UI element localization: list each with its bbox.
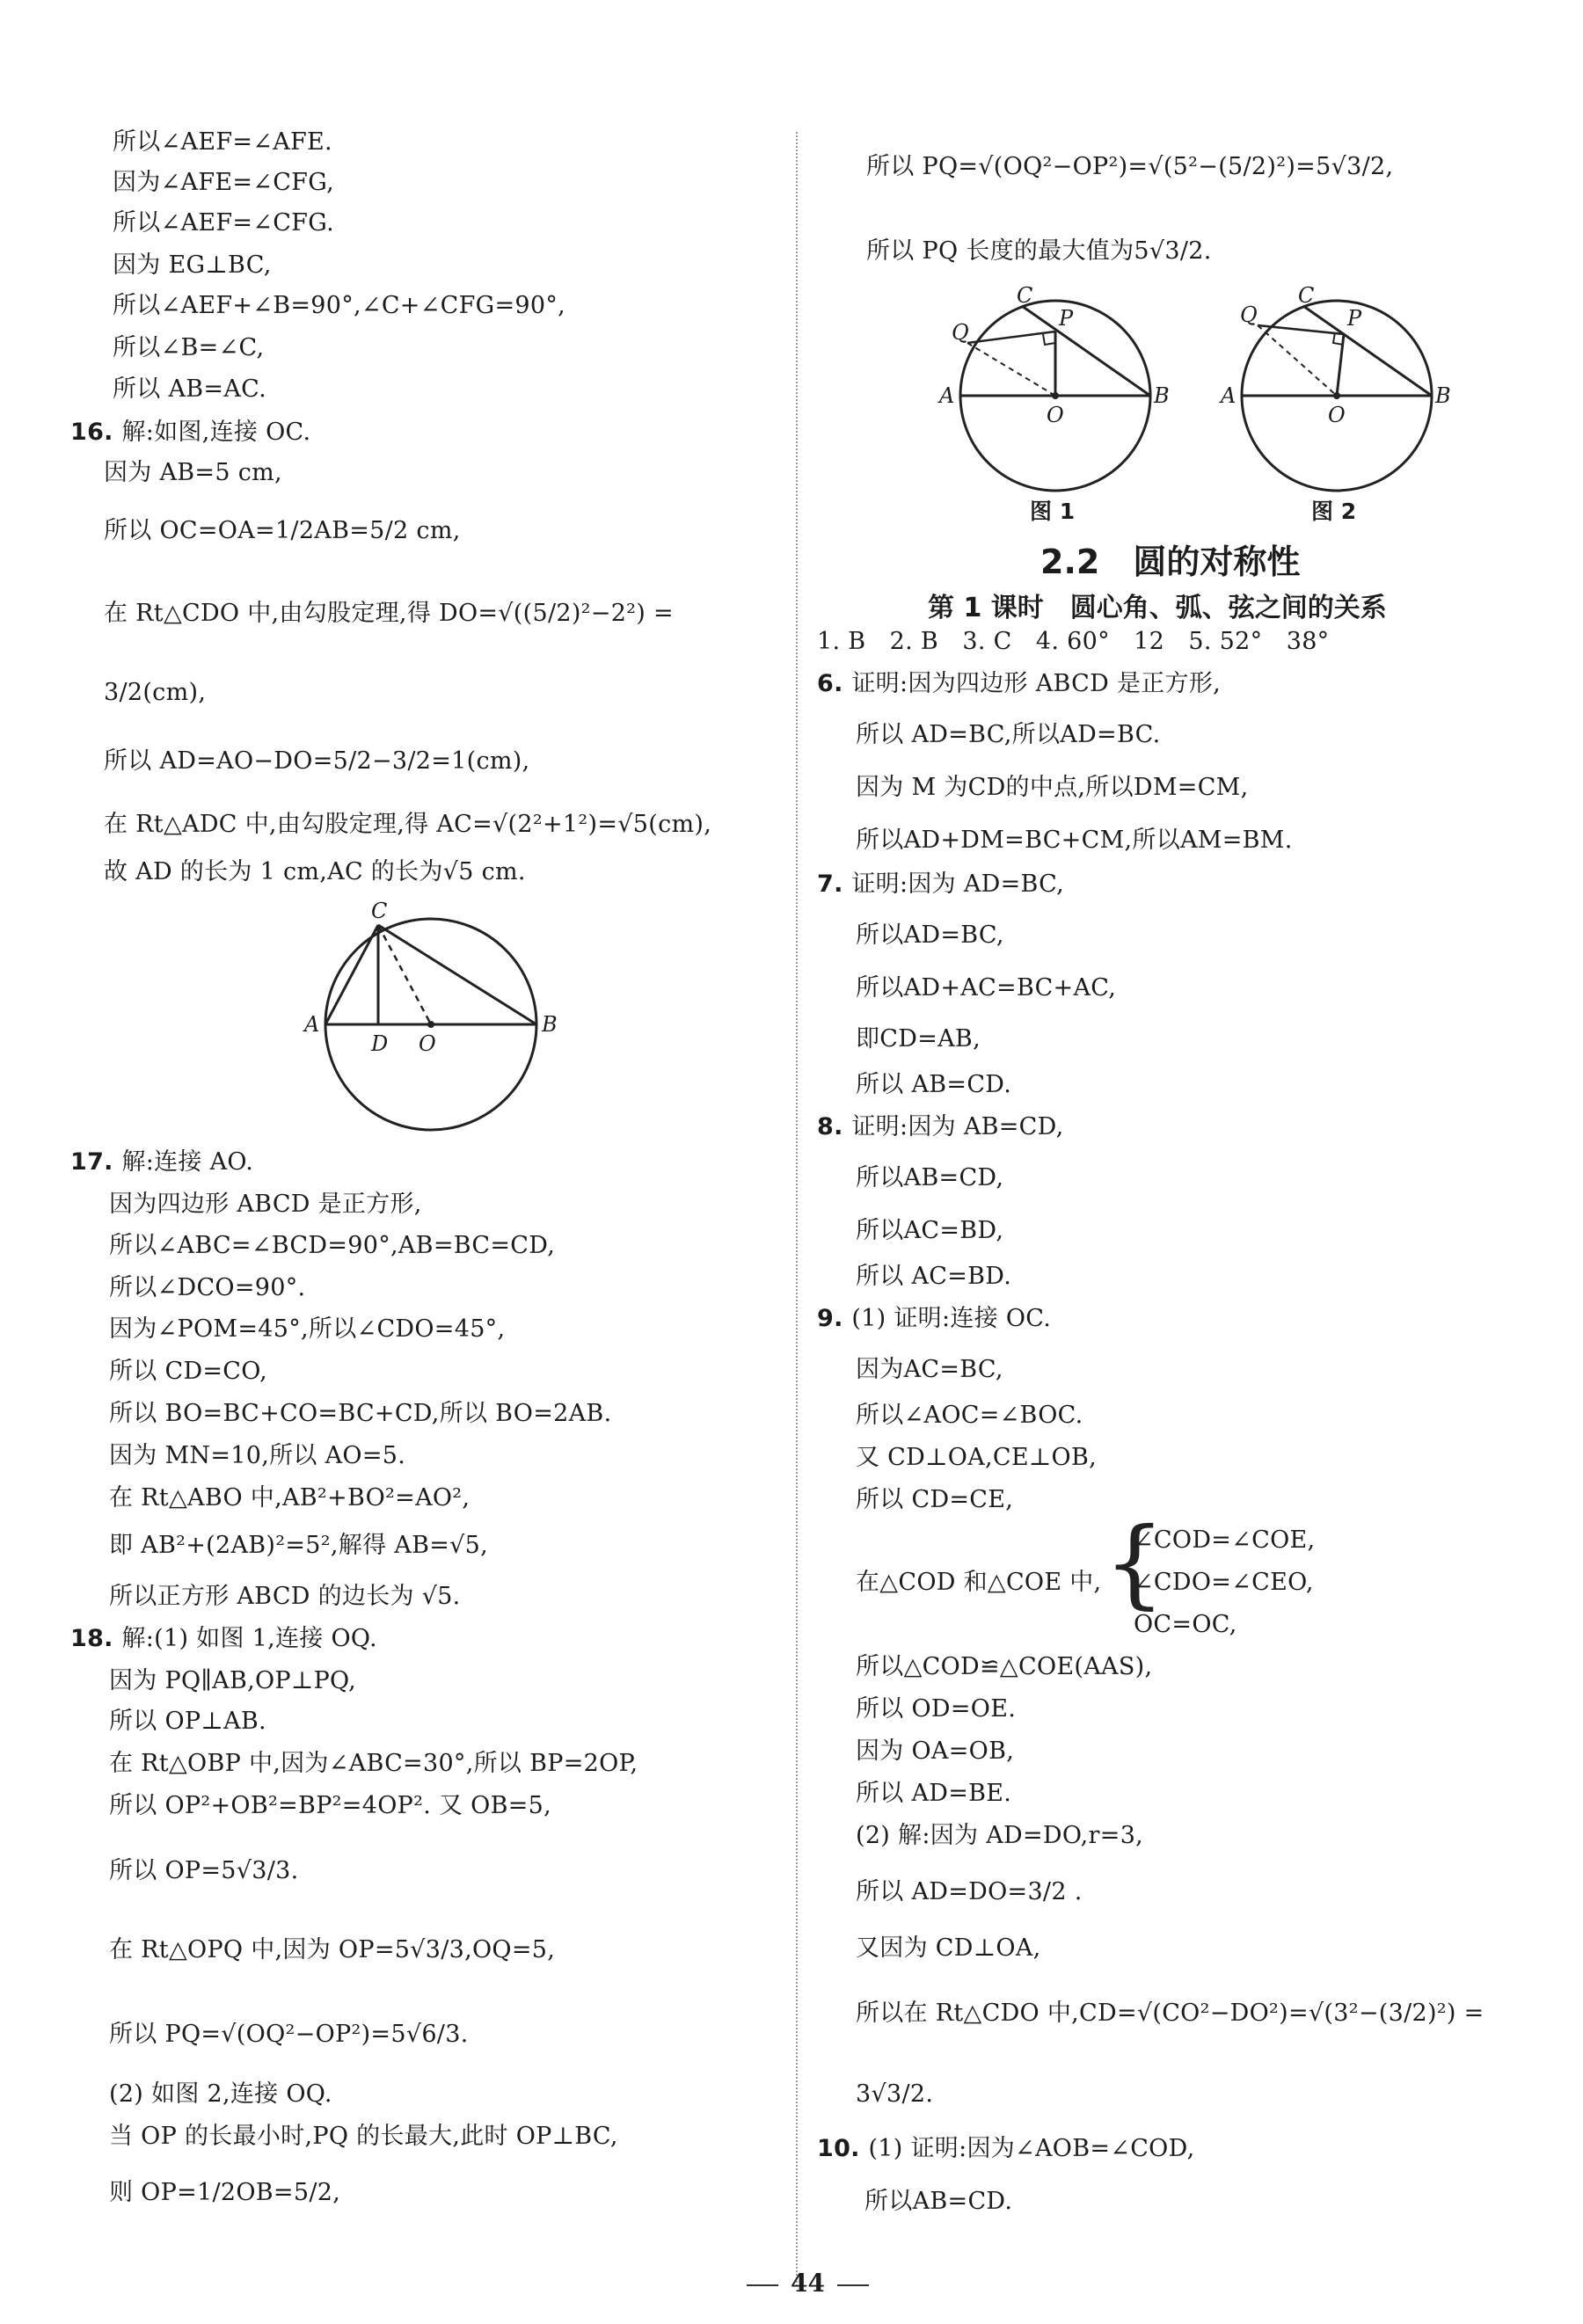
text-line: 因为∠AFE=∠CFG, — [113, 169, 334, 196]
label-a: A — [1221, 383, 1236, 408]
text-line: 因为 EG⊥BC, — [113, 251, 272, 279]
text-line: 所以 AB=AC. — [113, 375, 267, 403]
problem-text: 证明:因为 AB=CD, — [851, 1113, 1064, 1140]
figure-1-label: 图 1 — [1030, 499, 1076, 524]
brace: { — [1104, 1506, 1165, 1619]
problem-16-heading — [70, 415, 310, 450]
text-line: 因为 M 为CD的中点,所以DM=CM, — [856, 774, 1249, 801]
problem-18-heading — [70, 1621, 377, 1657]
problem-number: 10. — [817, 2135, 869, 2162]
text-line: 因为∠POM=45°,所以∠CDO=45°, — [109, 1315, 506, 1343]
label-q: Q — [1240, 302, 1258, 327]
text-line: 所以AD+DM=BC+CM,所以AM=BM. — [856, 827, 1293, 854]
chord-ac — [325, 925, 378, 1024]
figure-2 — [1214, 283, 1460, 519]
label-o: O — [1047, 403, 1064, 427]
label-p: P — [1059, 306, 1074, 331]
label-b: B — [1435, 383, 1451, 408]
text-line: 所以∠B=∠C, — [113, 334, 265, 361]
text-line: 当 OP 的长最小时,PQ 的长最大,此时 OP⊥BC, — [109, 2123, 618, 2150]
text-line: 所以 CD=CO, — [109, 1358, 268, 1385]
dash-left — [747, 2284, 778, 2286]
text-line: 因为 PQ∥AB,OP⊥PQ, — [109, 1667, 357, 1694]
text-line: 在 Rt△CDO 中,由勾股定理,得 DO=√((5/2)²−2²) = — [104, 600, 674, 627]
segment-qo — [1258, 325, 1337, 396]
text-line: (2) 如图 2,连接 OQ. — [109, 2080, 332, 2108]
text-line: 所以AD=BC, — [856, 922, 1004, 949]
problem-number: 16. — [70, 419, 122, 446]
text-line: 所以 OP²+OB²=BP²=4OP². 又 OB=5, — [109, 1792, 552, 1819]
text-line: 所以 OP=5√3/3. — [109, 1857, 299, 1884]
label-o: O — [419, 1031, 436, 1056]
text-line: 所以 CD=CE, — [856, 1486, 1014, 1513]
problem-number: 8. — [817, 1113, 852, 1140]
label-o: O — [1328, 403, 1346, 427]
text-line: 又 CD⊥OA,CE⊥OB, — [856, 1444, 1098, 1471]
text-line: 所以AD+AC=BC+AC, — [856, 974, 1117, 1002]
text-line: 所以 OD=OE. — [856, 1695, 1017, 1723]
text-line: 因为 OA=OB, — [856, 1738, 1015, 1765]
condition-line: ∠CDO=∠CEO, — [1134, 1569, 1314, 1596]
text-line: 所以AB=CD, — [856, 1164, 1004, 1191]
label-a: A — [304, 1012, 320, 1037]
problem-6-heading — [817, 667, 1221, 702]
text-line: 在 Rt△OBP 中,因为∠ABC=30°,所以 BP=2OP, — [109, 1750, 638, 1777]
problem-number: 6. — [817, 670, 852, 697]
condition-line: OC=OC, — [1134, 1611, 1237, 1638]
text-line: 所以 PQ=√(OQ²−OP²)=5√6/3. — [109, 2021, 469, 2048]
problem-7-heading — [817, 867, 1064, 902]
problem-number: 17. — [70, 1148, 122, 1176]
condition-line: ∠COD=∠COE, — [1134, 1526, 1316, 1554]
text-line: 又因为 CD⊥OA, — [856, 1934, 1041, 1962]
problem-8-heading — [817, 1110, 1064, 1145]
section-subtitle: 第 1 课时 圆心角、弧、弦之间的关系 — [928, 593, 1387, 623]
problem-text: 解:如图,连接 OC. — [121, 419, 311, 446]
problem-9-heading — [817, 1301, 1051, 1337]
problem-text: 解:(1) 如图 1,连接 OQ. — [121, 1625, 377, 1652]
problem-number: 9. — [817, 1305, 852, 1332]
text-line: 即CD=AB, — [856, 1025, 981, 1053]
center-point — [427, 1021, 434, 1028]
page-number-text: 44 — [791, 2269, 825, 2298]
text-line: 因为 AB=5 cm, — [104, 459, 282, 486]
label-d: D — [371, 1031, 389, 1056]
text-line: 因为 MN=10,所以 AO=5. — [109, 1442, 406, 1469]
label-a: A — [939, 383, 955, 408]
figure-1 — [932, 283, 1178, 519]
text-line: 所以AC=BD, — [856, 1217, 1004, 1244]
text-line: 所以 PQ 长度的最大值为5√3/2. — [866, 237, 1212, 265]
text-line: 在△COD 和△COE 中, — [856, 1569, 1102, 1596]
problem-number: 7. — [817, 871, 852, 898]
column-divider — [796, 132, 798, 2286]
text-line: 在 Rt△ABO 中,AB²+BO²=AO², — [109, 1484, 471, 1512]
chord-cb — [1022, 306, 1150, 396]
text-line: 所以AB=CD. — [864, 2188, 1013, 2215]
text-line: 所以 OP⊥AB. — [109, 1708, 266, 1735]
dash-right — [837, 2284, 869, 2286]
problem-10-heading — [817, 2131, 1194, 2167]
text-line: 所以 AD=BC,所以AD=BC. — [856, 721, 1161, 748]
text-line: 所以 AB=CD. — [856, 1071, 1012, 1098]
label-c: C — [1298, 283, 1315, 308]
text-line: 所以 OC=OA=1/2AB=5/2 cm, — [104, 517, 461, 544]
text-line: 所以 AD=DO=3/2 . — [856, 1878, 1083, 1905]
problem-text: (1) 证明:连接 OC. — [851, 1305, 1052, 1332]
label-c: C — [371, 899, 388, 923]
text-line: 3√3/2. — [856, 2080, 934, 2108]
segment-co — [378, 925, 431, 1024]
right-angle-mark — [1043, 334, 1055, 345]
page-number — [734, 2269, 881, 2298]
problem-text: 解:连接 AO. — [121, 1148, 254, 1176]
text-line: 所以 PQ=√(OQ²−OP²)=√(5²−(5/2)²)=5√3/2, — [866, 153, 1394, 180]
text-line: 所以∠DCO=90°. — [109, 1274, 306, 1301]
label-b: B — [1154, 383, 1170, 408]
text-line: 所以∠AEF+∠B=90°,∠C+∠CFG=90°, — [113, 292, 566, 319]
label-q: Q — [952, 320, 969, 345]
text-line: 所以△COD≌△COE(AAS), — [856, 1653, 1153, 1680]
text-line: 3/2(cm), — [104, 679, 207, 706]
text-line: 在 Rt△OPQ 中,因为 OP=5√3/3,OQ=5, — [109, 1936, 556, 1963]
segment-qo — [967, 343, 1055, 396]
text-line: 则 OP=1/2OB=5/2, — [109, 2179, 341, 2206]
figure-circle-cdo — [299, 897, 563, 1134]
problem-number: 18. — [70, 1625, 122, 1652]
chord-cb — [1303, 306, 1432, 396]
text-line: 在 Rt△ADC 中,由勾股定理,得 AC=√(2²+1²)=√5(cm), — [104, 811, 712, 838]
text-line: 所以 AD=AO−DO=5/2−3/2=1(cm), — [104, 747, 530, 775]
text-line: 所以∠ABC=∠BCD=90°,AB=BC=CD, — [109, 1232, 556, 1259]
text-line: 所以 AC=BD. — [856, 1263, 1012, 1290]
text-line: 所以在 Rt△CDO 中,CD=√(CO²−DO²)=√(3²−(3/2)²) = — [856, 2000, 1485, 2027]
text-line: 所以正方形 ABCD 的边长为 √5. — [109, 1583, 461, 1610]
text-line: 故 AD 的长为 1 cm,AC 的长为√5 cm. — [104, 858, 526, 885]
label-b: B — [542, 1012, 558, 1037]
label-c: C — [1017, 283, 1033, 308]
answer-line: 1. B 2. B 3. C 4. 60° 12 5. 52° 38° — [817, 628, 1330, 655]
text-line: 因为AC=BC, — [856, 1356, 1003, 1383]
label-p: P — [1347, 306, 1362, 331]
problem-text: (1) 证明:因为∠AOB=∠COD, — [868, 2135, 1195, 2162]
problem-text: 证明:因为 AD=BC, — [851, 871, 1065, 898]
text-line: (2) 解:因为 AD=DO,r=3, — [856, 1822, 1144, 1849]
text-line: 所以 AD=BE. — [856, 1780, 1012, 1807]
problem-17-heading — [70, 1145, 253, 1180]
text-line: 因为四边形 ABCD 是正方形, — [109, 1191, 422, 1218]
chord-cb — [378, 925, 536, 1024]
center-point — [1052, 392, 1059, 399]
text-line: 即 AB²+(2AB)²=5²,解得 AB=√5, — [109, 1532, 488, 1559]
text-line: 所以∠AOC=∠BOC. — [856, 1402, 1083, 1429]
text-line: 所以 BO=BC+CO=BC+CD,所以 BO=2AB. — [109, 1400, 612, 1427]
center-point — [1333, 392, 1340, 399]
section-title: 2.2 圆的对称性 — [1040, 543, 1301, 581]
problem-text: 证明:因为四边形 ABCD 是正方形, — [851, 670, 1222, 697]
figure-2-label: 图 2 — [1311, 499, 1357, 524]
text-line: 所以∠AEF=∠AFE. — [113, 128, 332, 156]
text-line: 所以∠AEF=∠CFG. — [113, 209, 334, 237]
